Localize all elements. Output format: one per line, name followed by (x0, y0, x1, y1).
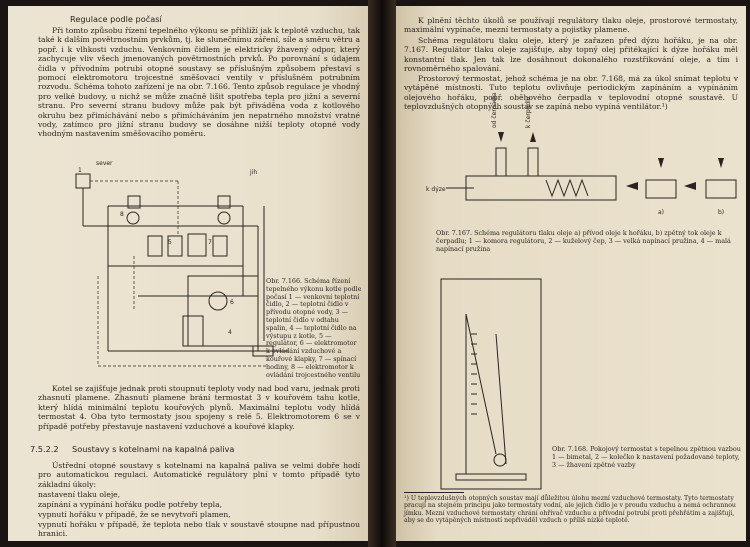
svg-text:7: 7 (208, 239, 212, 246)
figure-7-168-caption: Obr. 7.168. Pokojový termostat s tepelnou zpětnou vazbou 1 — bimetal, 2 — kolečko k nastavení požadované teploty, 3 — žhavení zpětné vazby (552, 445, 741, 469)
section-number: 7.5.2.2 (30, 444, 59, 454)
paragraph: Ústřední otopné soustavy s kotelnami na kapalná paliva se velmi dobře hodí pro automatickou regulaci. Automatické regulátory plní v tomto případě tyto základní úkoly: (38, 461, 360, 489)
list-item: zapínání a vypínání hořáku podle potřeby tepla, (38, 500, 223, 509)
list-item: vypnutí hořáku v případě, že teplota nebo tlak v soustavě stoupne nad přípustnou hranici. (38, 520, 360, 539)
label-od-cerpadla: od čerpadla (491, 92, 498, 128)
label-k-cerpadlu: k čerpadlu (525, 96, 532, 128)
section-title: Soustavy s kotelnami na kapalná paliva (72, 444, 235, 454)
paragraph: Při tomto způsobu řízení tepelného výkonu se přihlíží jak k teplotě vzduchu, tak také k dalším povětrnostním prvkům, tj. ke slunečnímu záření, síle a směru větru a popř. i k vlhkosti vzduchu. Venkovním čidlem je elektricky žhavený odpor, který zachycuje vliv všech jmenovaných povětrnostních prvků. Po porovnání s údajem čidla v přívodním potrubí otopné soustavy se příslušným způsobem přestaví s pomocí elektromotoru trojcestné směšovací ventily v příslušném potrubním rozvodu. Schéma tohoto zařízení je na obr. 7.166. Tento způsob regulace je vhodný pro velké budovy, u nichž se může značně lišit spotřeba tepla pro jižní a severní stranu. Pro severní stranu budovy může pak být přiváděna voda z kotlového okruhu bez přimíchávání nebo s přimícháváním jen nepatrného množství vratné vody, zatímco pro jižní stranu budovy se dosáhne nižší teploty otopné vody vhodným nastavením směšovacího poměru. (38, 26, 360, 139)
right-page (396, 6, 746, 541)
svg-text:4: 4 (228, 329, 232, 336)
label-k-dyze: k dýze (426, 186, 446, 193)
footnote-divider (404, 492, 464, 493)
figure-7-168 (436, 274, 546, 494)
paragraph: K plnění těchto úkolů se používají regulátory tlaku oleje, prostorové termostaty, maximální vypínače, mezní termostaty a pojistky plamene. (404, 16, 738, 35)
paragraph: Kotel se zajišťuje jednak proti stoupnutí teploty vody nad bod varu, jednak proti zhasnutí plamene. Zhasnutí plamene brání termostat 3 v kouřovém tahu kotle, který hlídá minimální teplotu kouřových plynů. Maximální teplotu vody hlídá termostat 4. Oba tyto termostaty jsou spojeny s relé 5. Elektromotorem 6 se v případě potřeby přestavuje nastavení vzduchové a kouřové klapky. (38, 384, 360, 431)
paragraph: Prostorový termostat, jehož schéma je na obr. 7.168, má za úkol snímat teplotu v vytápěné místnosti. Tuto teplotu ovlivňuje periodickým zapínáním a vypínáním olejového hořáku, popř. oběhového čerpadla v teplovodní otopné soustavě. U teplovzdušných otopných soustav se zapíná nebo vypíná ventilátor.¹) (404, 74, 738, 112)
figure-7-167-caption: Obr. 7.167. Schéma regulátoru tlaku oleje a) přívod oleje k hořáku, b) zpětný tok oleje k čerpadlu; 1 — komora regulátoru, 2 — kuželový čep, 3 — velká napínací pružina, 4 — malá napínací pružina (436, 229, 731, 253)
svg-text:6: 6 (230, 299, 234, 306)
label-sub-a: a) (658, 209, 665, 216)
paragraph: Schéma regulátoru tlaku oleje, který je zařazen před dýzu hořáku, je na obr. 7.167. Regulátor tlaku oleje zajišťuje, aby topný olej přitékající k dýze hořáku měl konstantní tlak. Jen tak lze dosáhnout dokonalého rozstřikování oleje, a tím i rovnoměrného spalování. (404, 36, 738, 74)
label-sub-b: b) (718, 209, 725, 216)
footnote: ¹) U teplovzdušných otopných soustav mají důležitou úlohu mezní vzduchové termostaty. Tyto termostaty pracují na stejném principu jako termostaty vodní, ale jejich čidlo je v proudu vzduchu a nemá ochrannou jímku. Mezní vzduchové termostaty chrání ohřívač vzduchu a přívodní potrubí proti přehřátím a zajišťují, aby se do vytápěných místností nepřiváděl vzduch o příliš nízké teplotě. (404, 495, 736, 525)
list-item: nastavení tlaku oleje, (38, 490, 121, 499)
svg-text:5: 5 (168, 239, 172, 246)
label-sever: sever (96, 160, 113, 167)
figure-7-167 (426, 92, 746, 228)
list-item: vypnutí hořáku v případě, že se nevytvoří plamen, (38, 510, 231, 519)
svg-text:1: 1 (78, 167, 82, 174)
figure-7-166-caption: Obr. 7.166. Schéma řízení tepelného výkonu kotle podle počasí 1 — venkovní teplotní čidlo, 2 — teplotní čidlo v přívodu otopné vody, 3 — teplotní čidlo v odtahu spalin, 4 — teplotní čidlo na výstupu z kotle, 5 — regulátor, 6 — elektromotor k ovládání vzduchové a kouřové klapky, 7 — spínací hodiny, 8 — elektromotor k ovládání trojcestného ventilu (266, 277, 362, 379)
label-jih: jih (250, 169, 258, 176)
heading-regulace: Regulace podle počasí (70, 14, 162, 24)
book-gutter (368, 0, 396, 547)
svg-text:8: 8 (120, 211, 124, 218)
left-page (8, 6, 368, 541)
